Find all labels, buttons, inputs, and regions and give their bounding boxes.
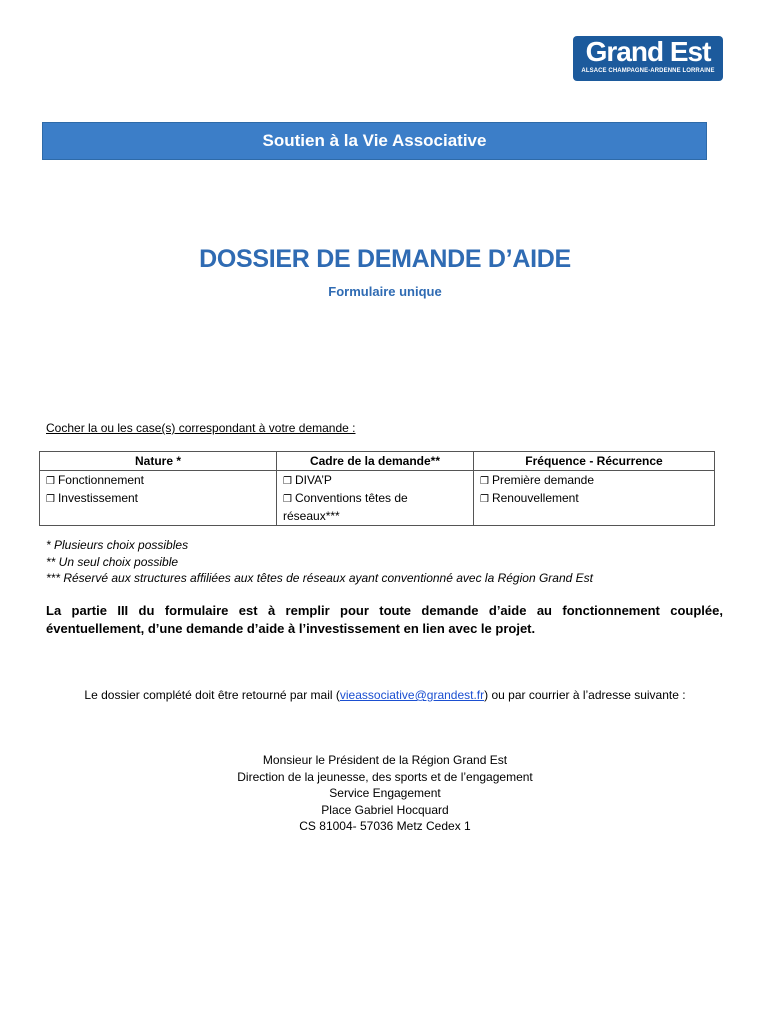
document-title: DOSSIER DE DEMANDE D’AIDE bbox=[199, 245, 571, 273]
checkbox-icon: ❒ bbox=[480, 494, 489, 505]
frequence-cell bbox=[474, 471, 715, 526]
email-link[interactable]: vieassociative@grandest.fr bbox=[339, 688, 485, 702]
header-frequence: Fréquence - Récurrence bbox=[474, 452, 715, 471]
option-label: Investissement bbox=[57, 491, 139, 505]
checkbox-icon: ❒ bbox=[283, 494, 292, 505]
return-text-after: ) ou par courrier à l’adresse suivante : bbox=[484, 688, 686, 702]
grand-est-logo bbox=[573, 36, 723, 81]
address-line: Service Engagement bbox=[329, 786, 441, 800]
return-instructions bbox=[0, 688, 770, 702]
option-label: Conventions têtes de réseaux*** bbox=[283, 491, 408, 523]
checkbox-icon: ❒ bbox=[46, 494, 55, 505]
footnote: * Plusieurs choix possibles bbox=[46, 538, 189, 552]
checkbox-icon: ❒ bbox=[46, 476, 55, 487]
logo-name: Grand Est bbox=[585, 36, 711, 67]
checkbox-divap[interactable] bbox=[283, 472, 467, 490]
instruction-text: Cocher la ou les case(s) correspondant à votre demande : bbox=[46, 421, 356, 435]
header-cadre: Cadre de la demande** bbox=[277, 452, 474, 471]
checkbox-conventions[interactable] bbox=[283, 490, 467, 524]
checkbox-fonctionnement[interactable] bbox=[46, 472, 270, 490]
logo-region: ALSACE CHAMPAGNE-ARDENNE LORRAINE bbox=[581, 68, 715, 74]
option-label: DIVA’P bbox=[294, 473, 332, 487]
nature-cell bbox=[40, 471, 277, 526]
checkbox-icon: ❒ bbox=[480, 476, 489, 487]
section-banner: Soutien à la Vie Associative bbox=[42, 122, 707, 160]
header-nature: Nature * bbox=[40, 452, 277, 471]
footnotes bbox=[46, 537, 593, 587]
request-type-table bbox=[39, 451, 715, 526]
address-line: Direction de la jeunesse, des sports et de l’engagement bbox=[237, 769, 533, 784]
option-label: Première demande bbox=[491, 473, 595, 487]
footnote: *** Réservé aux structures affiliées aux têtes de réseaux ayant conventionné avec la Région Grand Est bbox=[46, 571, 593, 585]
table-header-row bbox=[40, 452, 715, 471]
return-text-before: Le dossier complété doit être retourné par mail ( bbox=[84, 688, 340, 702]
address-line: CS 81004- 57036 Metz Cedex 1 bbox=[299, 819, 471, 833]
checkbox-renouvellement[interactable] bbox=[480, 490, 708, 508]
option-label: Fonctionnement bbox=[57, 473, 145, 487]
part-three-notice: La partie III du formulaire est à remplir pour toute demande d’aide au fonctionnement couplée, éventuellement, d’une demande d’aide à l’investissement en lien avec le projet. bbox=[46, 603, 723, 636]
checkbox-icon: ❒ bbox=[283, 476, 292, 487]
option-label: Renouvellement bbox=[491, 491, 579, 505]
postal-address bbox=[0, 752, 770, 835]
address-line: Monsieur le Président de la Région Grand Est bbox=[262, 753, 508, 767]
footnote: ** Un seul choix possible bbox=[46, 554, 179, 569]
checkbox-premiere-demande[interactable] bbox=[480, 472, 708, 490]
cadre-cell bbox=[277, 471, 474, 526]
document-subtitle: Formulaire unique bbox=[328, 284, 442, 299]
table-row bbox=[40, 471, 715, 526]
checkbox-investissement[interactable] bbox=[46, 490, 270, 508]
address-line: Place Gabriel Hocquard bbox=[321, 802, 449, 817]
